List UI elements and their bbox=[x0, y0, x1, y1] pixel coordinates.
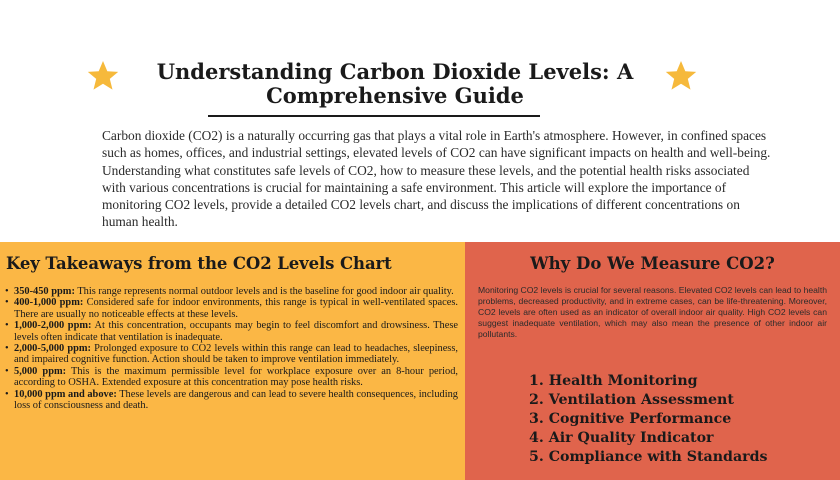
key-takeaways-title: Key Takeaways from the CO2 Levels Chart bbox=[6, 254, 392, 273]
title-underline bbox=[208, 115, 540, 117]
star-icon bbox=[86, 59, 120, 93]
ppm-range: 10,000 ppm and above: bbox=[14, 388, 117, 400]
key-takeaways-panel bbox=[0, 242, 465, 480]
takeaways-list bbox=[4, 286, 458, 411]
ppm-range: 2,000-5,000 ppm: bbox=[14, 343, 91, 355]
list-item: 2. Ventilation Assessment bbox=[529, 392, 734, 408]
ppm-description: At this concentration, occupants may begin to feel discomfort and drowsiness. These levels often indicate that ventilation is inadequate. bbox=[14, 320, 458, 343]
list-item bbox=[14, 343, 458, 366]
list-item bbox=[14, 286, 458, 297]
why-measure-paragraph: Monitoring CO2 levels is crucial for several reasons. Elevated CO2 levels can lead to health problems, decreased productivity, and in extreme cases, can be life-threatening. Moreover, CO2 levels are often used as an indicator of overall indoor air quality. High CO2 levels can suggest inadequate ventilation, which may also mean the presence of other indoor air pollutants. bbox=[478, 285, 827, 339]
list-item bbox=[14, 320, 458, 343]
ppm-description: Considered safe for indoor environments, this range is typical in well-ventilated spaces. There are usually no noticeable effects at these levels. bbox=[14, 297, 458, 320]
page-title: Understanding Carbon Dioxide Levels: A Comprehensive Guide bbox=[156, 59, 634, 108]
ppm-range: 350-450 ppm: bbox=[14, 286, 75, 297]
ppm-description: This is the maximum permissible level for workplace exposure over an 8-hour period, according to OSHA. Extended exposure at this concentration may pose health risks. bbox=[14, 365, 458, 389]
ppm-description: These levels are dangerous and can lead to severe health consequences, including loss of consciousness and death. bbox=[14, 388, 458, 412]
ppm-description: Prolonged exposure to CO2 levels within this range can lead to headaches, sleepiness, and impaired cognitive function. Action should be taken to improve ventilation immediately. bbox=[14, 343, 458, 366]
why-measure-panel bbox=[465, 242, 840, 480]
ppm-range: 1,000-2,000 ppm: bbox=[14, 320, 92, 332]
ppm-range: 5,000 ppm: bbox=[14, 365, 67, 377]
ppm-description: This range represents normal outdoor levels and is the baseline for good indoor air quality. bbox=[74, 286, 454, 297]
list-item: 4. Air Quality Indicator bbox=[529, 430, 714, 446]
intro-paragraph: Carbon dioxide (CO2) is a naturally occurring gas that plays a vital role in Earth's atmosphere. However, in confined spaces such as homes, offices, and industrial settings, elevated levels of CO2 can have significant impacts on health and well-being. Understanding what constitutes safe levels of CO2, how to measure these levels, and the potential health risks associated with various concentrations is crucial for maintaining a safe environment. This article will explore the importance of monitoring CO2 levels, provide a detailed CO2 levels chart, and discuss the implications of different concentrations on human health. bbox=[102, 128, 771, 230]
ppm-range: 400-1,000 ppm: bbox=[14, 297, 84, 309]
list-item: 5. Compliance with Standards bbox=[529, 449, 768, 465]
list-item: 1. Health Monitoring bbox=[529, 373, 698, 389]
list-item bbox=[14, 366, 458, 389]
list-item bbox=[14, 389, 458, 412]
list-item: 3. Cognitive Performance bbox=[529, 411, 732, 427]
list-item bbox=[14, 297, 458, 320]
why-measure-title: Why Do We Measure CO2? bbox=[530, 254, 775, 273]
reasons-list bbox=[529, 372, 768, 467]
